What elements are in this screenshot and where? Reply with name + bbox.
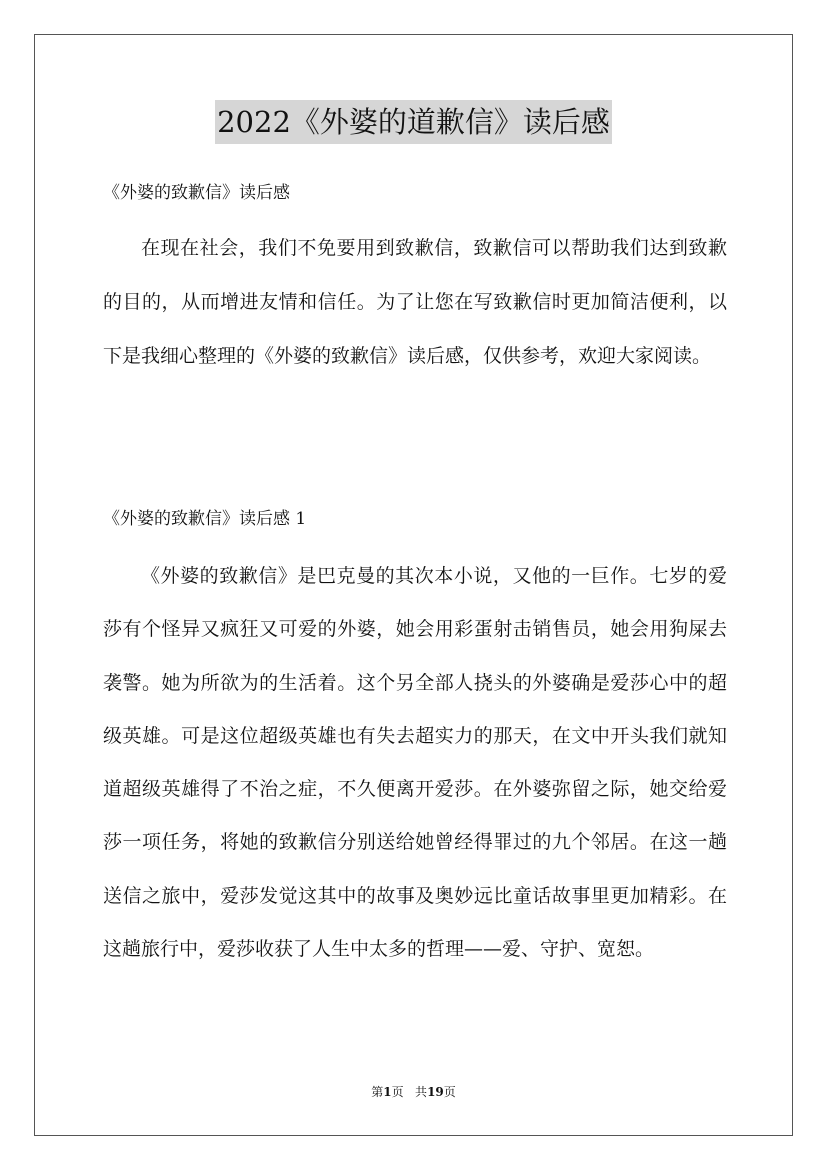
section-paragraph: 《外婆的致歉信》是巴克曼的其次本小说，又他的一巨作。七岁的爱莎有个怪异又疯狂又可爱的外婆，她会用彩蛋射击销售员，她会用狗屎去袭警。她为所欲为的生活着。这个另全部人挠头的外婆确是爱莎心中的超级英雄。可是这位超级英雄也有失去超实力的那天，在文中开头我们就知道超级英雄得了不治之症，不久便离开爱莎。在外婆弥留之际，她交给爱莎一项任务，将她的致歉信分别送给她曾经得罪过的九个邻居。在这一趟送信之旅中，爱莎发觉这其中的故事及奥妙远比童话故事里更加精彩。在这趟旅行中，爱莎收获了人生中太多的哲理——爱、守护、宽恕。 (103, 565, 727, 961)
section-heading: 《外婆的致歉信》读后感 1 (103, 509, 307, 529)
total-suffix: 页 (443, 1085, 456, 1099)
document-title: 2022《外婆的道歉信》读后感 (215, 100, 612, 144)
page-footer (0, 1084, 827, 1100)
title-container (0, 100, 827, 144)
page-prefix: 第 (371, 1085, 384, 1099)
intro-paragraph: 在现在社会，我们不免要用到致歉信，致歉信可以帮助我们达到致歉的目的，从而增进友情和信任。为了让您在写致歉信时更加简洁便利，以下是我细心整理的《外婆的致歉信》读后感，仅供参考，欢迎大家阅读。 (103, 237, 727, 367)
total-prefix: 共 (415, 1085, 428, 1099)
total-pages: 19 (427, 1085, 444, 1099)
page-suffix: 页 (391, 1085, 404, 1099)
document-subtitle: 《外婆的致歉信》读后感 (103, 183, 290, 203)
page-number: 1 (383, 1085, 392, 1099)
